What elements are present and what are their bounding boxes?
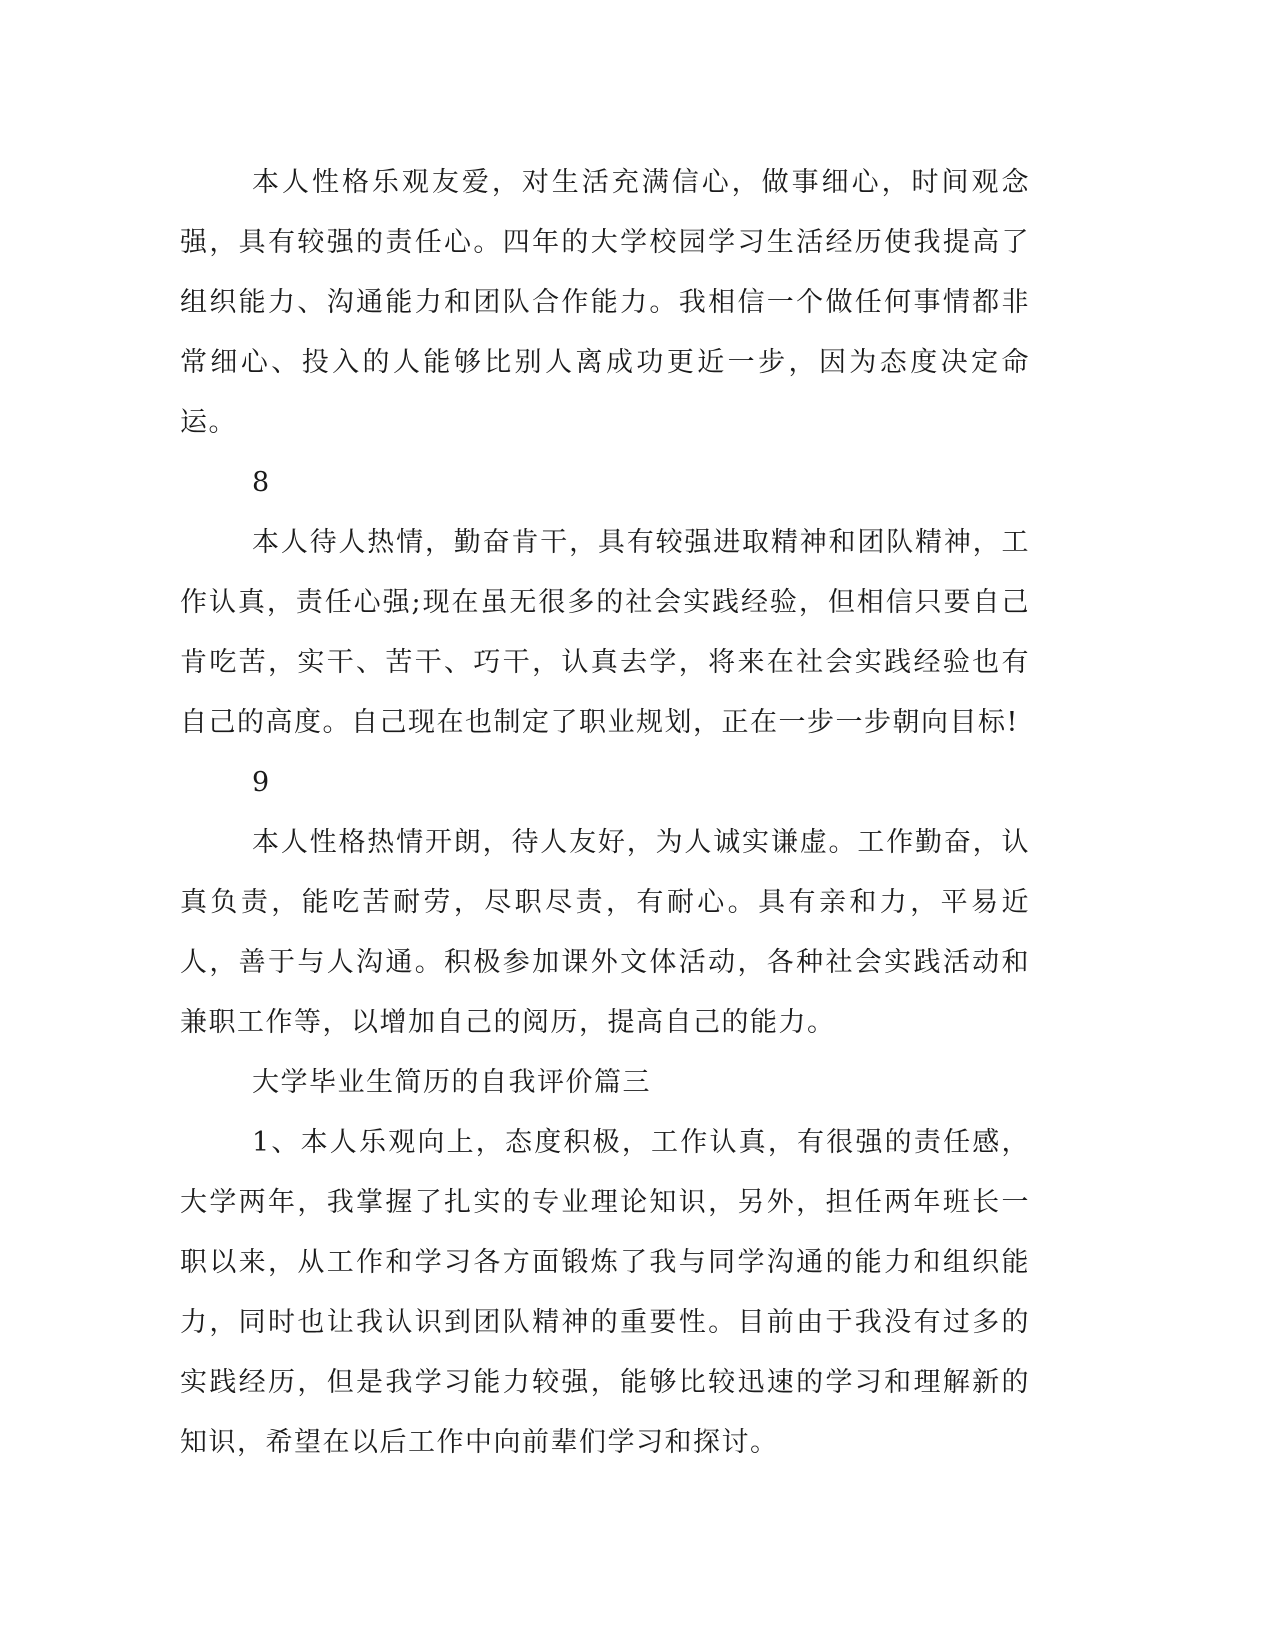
paragraph-1: 本人性格乐观友爱，对生活充满信心，做事细心，时间观念强，具有较强的责任心。四年的大学校园学习生活经历使我提高了组织能力、沟通能力和团队合作能力。我相信一个做任何事情都非常细心、投入的人能够比别人离成功更近一步，因为态度决定命运。 bbox=[180, 167, 1030, 438]
paragraph-3: 本人性格热情开朗，待人友好，为人诚实谦虚。工作勤奋，认真负责，能吃苦耐劳，尽职尽责，有耐心。具有亲和力，平易近人，善于与人沟通。积极参加课外文体活动，各种社会实践活动和兼职工作等，以增加自己的阅历，提高自己的能力。 bbox=[180, 827, 1030, 1038]
item-number-9: 9 bbox=[252, 767, 271, 798]
document-body bbox=[180, 153, 1030, 1473]
paragraph-4: 1、本人乐观向上，态度积极，工作认真，有很强的责任感，大学两年，我掌握了扎实的专业理论知识，另外，担任两年班长一职以来，从工作和学习各方面锻炼了我与同学沟通的能力和组织能力，同时也让我认识到团队精神的重要性。目前由于我没有过多的实践经历，但是我学习能力较强，能够比较迅速的学习和理解新的知识，希望在以后工作中向前辈们学习和探讨。 bbox=[180, 1127, 1030, 1458]
item-number-8: 8 bbox=[252, 467, 271, 498]
section-heading: 大学毕业生简历的自我评价篇三 bbox=[252, 1067, 651, 1098]
paragraph-2: 本人待人热情，勤奋肯干，具有较强进取精神和团队精神，工作认真，责任心强;现在虽无很多的社会实践经验，但相信只要自己肯吃苦，实干、苦干、巧干，认真去学，将来在社会实践经验也有自己的高度。自己现在也制定了职业规划，正在一步一步朝向目标! bbox=[180, 527, 1030, 738]
